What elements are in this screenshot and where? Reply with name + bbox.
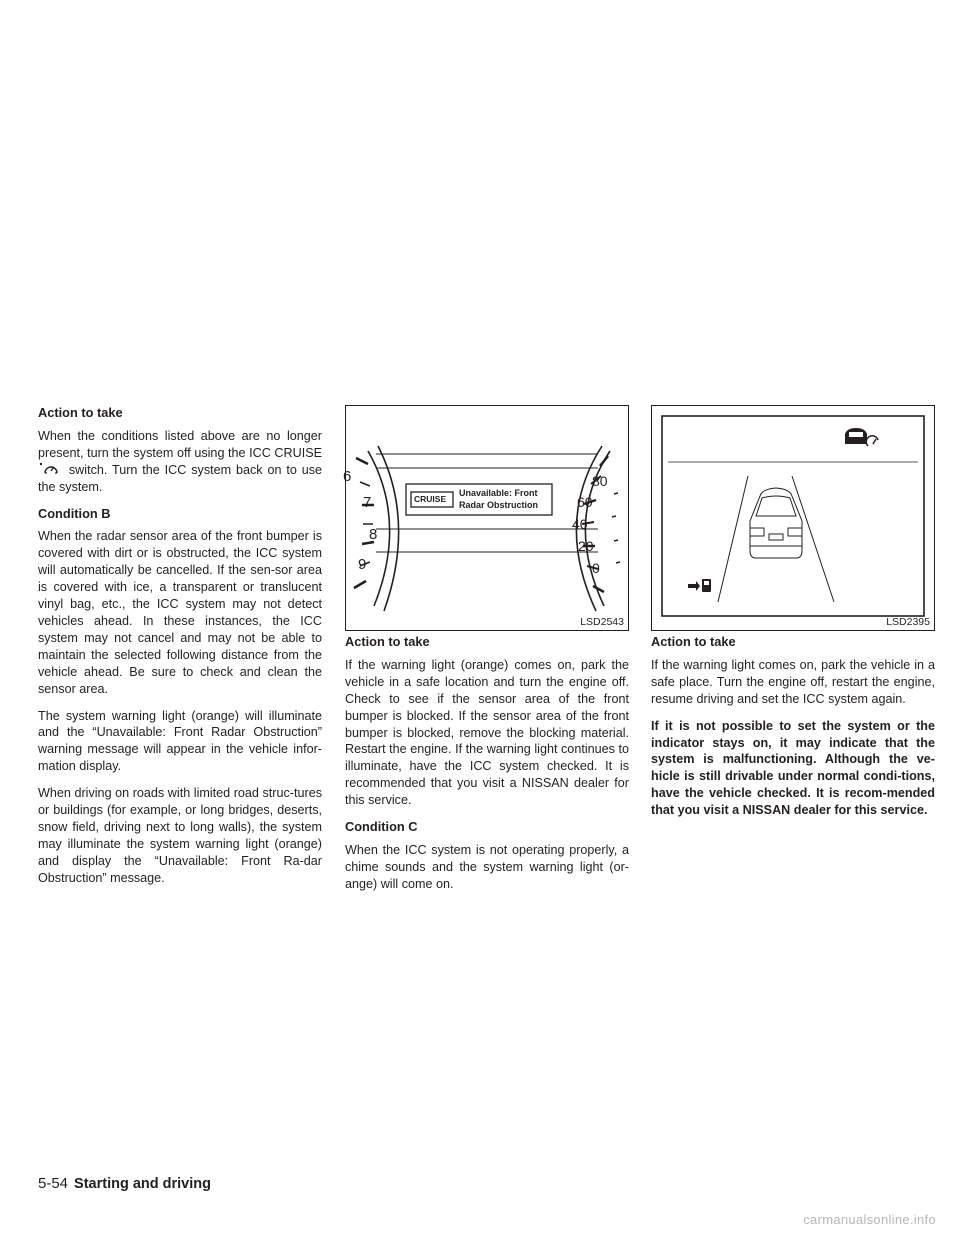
- watermark: carmanualsonline.info: [803, 1212, 936, 1227]
- paragraph: When the ICC system is not operating properly, a chime sounds and the system warning light (or-ange) will come on.: [345, 842, 629, 891]
- heading-condition-b: Condition B: [38, 505, 111, 521]
- gauge-number: 9: [358, 556, 367, 573]
- page-footer: [38, 1175, 211, 1192]
- figure-vehicle-display: [651, 405, 935, 631]
- paragraph: When the conditions listed above are no longer present, turn the system off using the ICC CRUISE switch. Turn the ICC system back on to use the system.: [38, 428, 322, 494]
- right-column: [651, 634, 935, 829]
- paragraph: When driving on roads with limited road struc-tures or buildings (for example, or long bridges, deserts, snow field, driving next to long walls), the system may illuminate the system warning light (orange) and display the “Unavailable: Front Ra-dar Obstruction” message.: [38, 786, 322, 885]
- left-column: [38, 405, 322, 897]
- warning-message-line2: Radar Obstruction: [459, 500, 539, 510]
- icc-cruise-icon: [38, 462, 64, 476]
- gauge-number: 80: [592, 473, 608, 489]
- paragraph: If the warning light (orange) comes on, park the vehicle in a safe location and turn the engine off. Check to see if the sensor area of the front bumper is blocked. If the sensor area of the front bumper is blocked, remove the blocking material. Restart the engine. If the warning light continues to illuminate, have the ICC system checked. It is recommended that you visit a NISSAN dealer for this service.: [345, 657, 629, 808]
- paragraph: The system warning light (orange) will illuminate and the “Unavailable: Front Radar Obstruction” warning message will appear in the vehicle infor-mation display.: [38, 708, 322, 774]
- figure-label: LSD2395: [886, 616, 930, 628]
- gauge-number: 60: [577, 494, 593, 510]
- icc-warning-icon: [845, 428, 878, 446]
- gauge-number: 0: [592, 560, 600, 576]
- section-title: Starting and driving: [74, 1176, 211, 1192]
- bold-note: If it is not possible to set the system or the indicator stays on, it may indicate that the system is malfunctioning. Although the ve-hicle is still drivable under normal condi-tions, have the vehicle checked. It is recom-mended that you visit a NISSAN dealer for this service.: [651, 718, 935, 818]
- warning-message-line1: Unavailable: Front: [459, 488, 538, 498]
- gauge-number: 40: [572, 516, 588, 532]
- paragraph: If the warning light comes on, park the vehicle in a safe place. Turn the engine off, restart the engine, resume driving and set the ICC system again.: [651, 657, 935, 706]
- cruise-badge: CRUISE: [414, 494, 447, 504]
- page-number: 5-54: [38, 1175, 69, 1192]
- heading-action-to-take: Action to take: [38, 405, 123, 420]
- gauge-number: 6: [343, 468, 352, 485]
- heading-condition-c: Condition C: [345, 819, 418, 835]
- figure-label: LSD2543: [580, 616, 624, 628]
- gauge-number: 7: [363, 494, 372, 511]
- heading-action-to-take: Action to take: [651, 634, 736, 649]
- heading-action-to-take: Action to take: [345, 634, 430, 649]
- paragraph: When the radar sensor area of the front bumper is covered with dirt or is obstructed, the ICC system will automatically be cancelled. If the sen-sor area is covered with ice, a transparent or translucent vinyl bag, etc., the ICC system may not detect vehicles ahead. In these instances, the ICC system may not cancel and may not be able to maintain the selected following distance from the vehicle ahead. Be sure to check and clean the sensor area.: [38, 529, 322, 696]
- vehicle-ahead-icon: [750, 488, 802, 558]
- middle-column: [345, 634, 629, 903]
- gauge-number: 8: [369, 526, 378, 543]
- gauge-number: 20: [578, 538, 594, 554]
- distance-icon: [688, 579, 711, 592]
- figure-instrument-cluster: [345, 405, 629, 631]
